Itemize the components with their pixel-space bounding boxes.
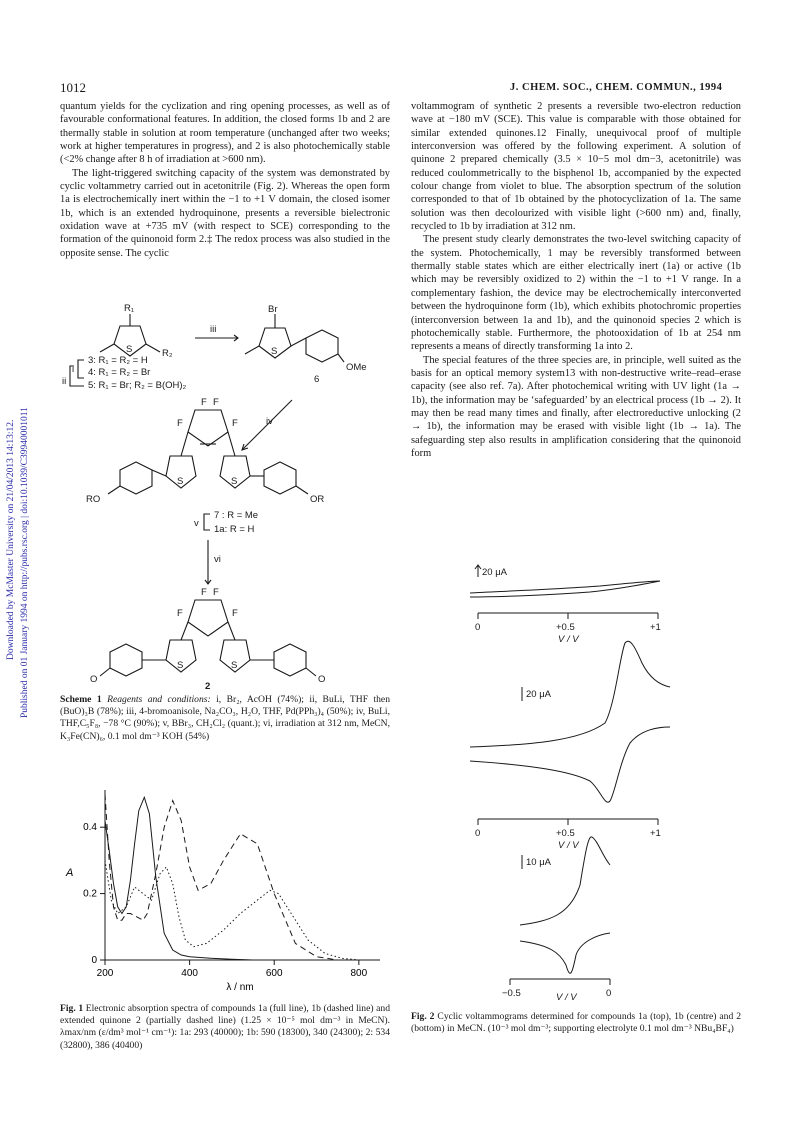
label-f-f: F: [213, 587, 219, 598]
fig1-series-solid: [105, 797, 253, 960]
fig2-scale-mid: 20 μA: [526, 689, 552, 700]
label-f-h: F: [232, 608, 238, 619]
fig1-series-dotted: [105, 860, 359, 960]
label-s-3: S: [126, 344, 133, 355]
label-s-6: S: [271, 346, 278, 357]
label-f-d: F: [232, 418, 238, 429]
scheme-caption-title: Reagents and conditions:: [107, 694, 211, 705]
fig2-mid-tick-0: 0: [475, 828, 481, 839]
fig1-x-tick-label: 200: [96, 968, 114, 979]
fig2-top-tick-0: 0: [475, 622, 481, 633]
label-cpd4: 4: R₁ = R₂ = Br: [88, 367, 151, 378]
label-f-e: F: [201, 587, 207, 598]
watermark-line-2: Published on 01 January 1994 on http://pubs.rsc.org | doi:10.1039/C39940001011: [20, 407, 30, 718]
fig1-caption-label: Fig. 1: [60, 1003, 84, 1014]
right-paragraph-2: The present study clearly demonstrates the two-level switching capacity of the system. Photochemically, 1 may be reversibly transformed between thermally stable states which are either electrically inert (1a) or active (1b which may be reversibly oxidized to 2) within the −1 to +1 V range. In a complementary fashion, the device may be electrochemically interconverted between the hydroquinone form (1b), which exhibits photochromic properties (interconversion between 1a and 1b), and the quinonoid species 2 which is photochemically stable. Furthermore, the photooxidation of 1b at 254 nm represents a means of directly transforming 1a into 2.: [411, 234, 741, 353]
fig1-series-dashed: [105, 794, 338, 960]
label-cpd5: 5: R₁ = Br; R₂ = B(OH)₂: [88, 380, 187, 391]
right-column-text: [411, 100, 741, 460]
fig2-mid-tick-1: +0.5: [556, 828, 575, 839]
fig1-x-tick-label: 800: [350, 968, 368, 979]
fig2-bottom-tick-1: 0: [606, 988, 612, 999]
label-r1: R₁: [124, 303, 135, 314]
fig2-caption-text: Cyclic voltammograms determined for compounds 1a (top), 1b (centre) and 2 (bottom) in MeCN. (10⁻³ mol dm⁻³; supporting electrolyte 0.1 mol dm⁻³ NBu₄BF₄): [411, 1011, 741, 1035]
fig1-y-tick-label: 0.4: [83, 822, 97, 834]
fig2-scale-bottom: 10 μA: [526, 857, 552, 868]
fig1-y-tick-label: 0.2: [83, 888, 97, 900]
label-step-iii: iii: [210, 324, 217, 335]
label-step-i: i: [72, 364, 75, 375]
fig1-caption-text: Electronic absorption spectra of compounds 1a (full line), 1b (dashed line) and extended quinone 2 (partially dashed line) (1.25 × 10⁻⁵ mol dm⁻³ in MeCN). λmax/nm (ε/dm³ mol⁻¹ cm⁻¹): 1a: 293 (40000); 1b: 590 (18300), 340 (24300); 2: 534 (32800), 386 (40400): [60, 1003, 390, 1051]
label-f-c: F: [177, 418, 183, 429]
anisyl-ring: [306, 330, 338, 362]
label-ro: RO: [86, 494, 101, 505]
label-o-right: O: [318, 674, 326, 685]
label-f-b: F: [213, 397, 219, 408]
label-o-left: O: [90, 674, 98, 685]
fig2-mid-xlabel: V / V: [558, 840, 579, 851]
cv-trace-1b-anodic: [470, 641, 670, 747]
scheme-1-caption: [60, 694, 390, 743]
left-paragraph-1: quantum yields for the cyclization and ring opening processes, as well as of favourable conformational features. In addition, the closed forms 1b and 2 are thermally stable in solution at room temperature (unchanged after two weeks; work at higher temperatures in progress), and 2 is also photochemically stable (<2% change after 8 h of irradiation at >600 nm).: [60, 101, 390, 166]
fig1-absorption-spectra: [60, 786, 390, 998]
cv-trace-1b-cathodic: [470, 727, 670, 802]
fig2-top-tick-1: +0.5: [556, 622, 575, 633]
fig2-scale-top: 20 μA: [482, 567, 508, 578]
fig1-caption: [60, 1003, 390, 1052]
label-step-ii: ii: [62, 376, 67, 387]
label-s-7a: S: [177, 476, 184, 487]
label-step-iv: iv: [266, 416, 273, 427]
fig2-mid-tick-2: +1: [650, 828, 661, 839]
download-watermark: [6, 300, 30, 720]
label-cpd6: 6: [314, 374, 320, 385]
perfluorocyclopentene: [188, 410, 228, 446]
left-column-text: [60, 100, 390, 260]
label-cpd1a: 1a: R = H: [214, 524, 255, 535]
right-paragraph-1: voltammogram of synthetic 2 presents a reversible two-electron reduction wave at −180 mV (SCE). This value is comparable with those obtained for similar extended quinones.12 Finally, unequivocal proof of multiple interconversion was offered by the following experiment. A solution of quinone 2 prepared chemically (3.5 × 10−5 mol dm−3, acetonitrile) was reduced coulommetrically to the bisphenol 1b, accompanied by the expected colour change from violet to blue. The absorption spectrum of the solution corresponded to that of 1b obtained by the photocyclization of 1a. The same solution was then decolourized with visible light (>600 nm) and, finally, recycled to 1b by irradiation at 312 nm.: [411, 101, 741, 233]
fig1-y-tick-label: 0: [91, 955, 97, 966]
fig2-top-xlabel: V / V: [558, 634, 579, 645]
fig1-x-tick-label: 600: [265, 968, 283, 979]
label-br: Br: [268, 304, 278, 315]
fig1-xlabel: λ / nm: [226, 982, 254, 993]
page-number: 1012: [60, 80, 86, 95]
left-paragraph-2: The light-triggered switching capacity of the system was demonstrated by cyclic voltammetry carried out in acetonitrile (Fig. 2). Whereas the open form 1a is electrochemically inert within the −1 to +1 V domain, the closed isomer 1b, which is an extended hydroquinone, presents a reversible bielectronic oxidation wave at +735 mV (with respect to SCE) corresponding to the formation of the quinonoid form 2.‡ The redox process was also studied in the opposite sense. The cyclic: [60, 167, 390, 259]
label-step-vi: vi: [214, 554, 221, 565]
scheme-caption-label: Scheme 1: [60, 694, 102, 705]
label-step-v: v: [194, 518, 199, 529]
label-ome: OMe: [346, 362, 367, 373]
label-f-g: F: [177, 608, 183, 619]
label-s-2a: S: [177, 660, 184, 671]
right-paragraph-3: The special features of the three species are, in principle, well suited as the basis for an optical memory system13 with non-destructive write–read–erase capacity (see also ref. 7a). After photochemical writing with UV light (1a → 1b), the information may be ‘safeguarded’ by an electrical process (1b → 2). It may then be read many times and finally, after electroreductive unlocking (2 → 1b), the information may be erased with visible light (1b → 1a). The safeguarding step also results in amplification considering that the quinonoid form: [411, 354, 741, 459]
fig2-caption: [411, 1011, 741, 1035]
scheme-1-diagram: [60, 300, 390, 690]
cv-trace-2-lower: [520, 933, 610, 973]
fig2-top-tick-2: +1: [650, 622, 661, 633]
cv-trace-1a: [470, 581, 660, 597]
label-cpd2: 2: [205, 681, 211, 690]
fig1-ylabel: A: [66, 867, 74, 879]
scheme-caption-text: i, Br₂, AcOH (74%); ii, BuLi, THF then (BuO)₃B (78%); iii, 4-bromoanisole, Na₂CO₃, H₂O, THF, Pd(PPh₃)₄ (50%); iv, BuLi, THF,C₅F₈, −78 °C (90%); v, BBr₃, CH₂Cl₂ (quant.); vi, irradiation at 312 nm, MeCN, K₃Fe(CN)₆, 0.1 mol dm⁻³ KOH (54%): [60, 694, 390, 742]
label-cpd3: 3: R₁ = R₂ = H: [88, 355, 148, 366]
label-r2: R₂: [162, 348, 173, 359]
label-or: OR: [310, 494, 325, 505]
fig1-x-tick-label: 400: [181, 968, 198, 979]
fig2-bottom-xlabel: V / V: [556, 992, 577, 1003]
journal-header: J. CHEM. SOC., CHEM. COMMUN., 1994: [510, 82, 723, 93]
fig2-bottom-tick-0: −0.5: [502, 988, 521, 999]
label-s-7b: S: [231, 476, 238, 487]
fig2-caption-label: Fig. 2: [411, 1011, 435, 1022]
watermark-line-1: Downloaded by McMaster University on 21/04/2013 14:13:12.: [6, 419, 16, 660]
label-cpd7: 7 : R = Me: [214, 510, 259, 521]
label-f-a: F: [201, 397, 207, 408]
fig2-cyclic-voltammograms: [470, 555, 680, 1005]
label-s-2b: S: [231, 660, 238, 671]
